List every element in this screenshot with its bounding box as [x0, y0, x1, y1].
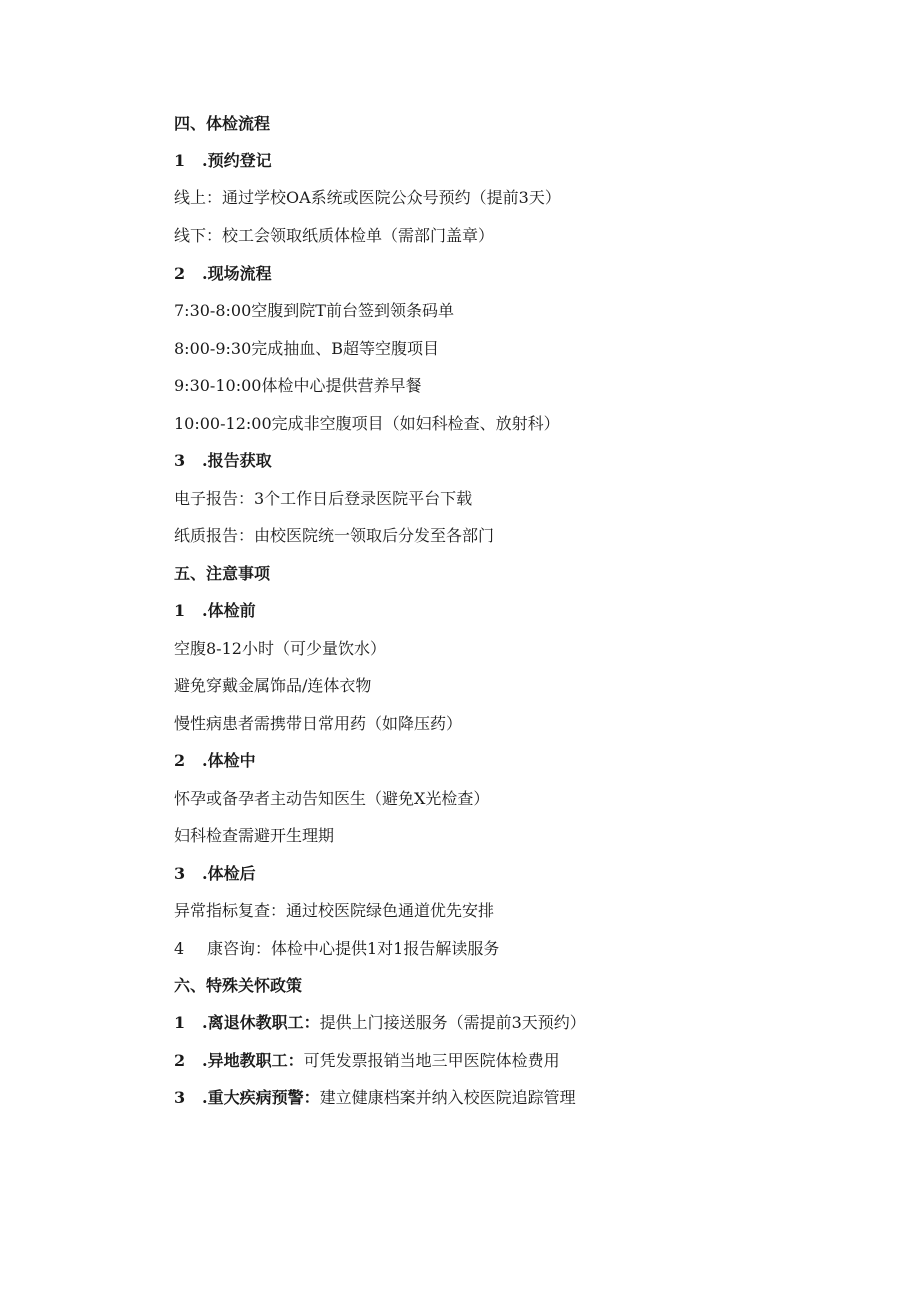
text-line-before-2: 避免穿戴金属饰品/连体衣物	[174, 676, 372, 695]
subheading-onsite-flow	[174, 262, 272, 286]
item-number: 1	[174, 1013, 186, 1032]
text-line-during-2: 妇科检查需避开生理期	[174, 826, 335, 845]
item-text: 提供上门接送服务（需提前3天预约）	[319, 1013, 586, 1032]
text-line-offline: 线下：校工会领取纸质体检单（需部门盖章）	[174, 226, 495, 245]
policy-item-remote	[174, 1049, 560, 1073]
item-title: .重大疾病预警：	[202, 1088, 320, 1107]
text-line-report-1: 电子报告：3个工作日后登录医院平台下载	[174, 489, 473, 508]
section-heading-4: 四、体检流程	[174, 114, 271, 133]
item-number: 2	[174, 751, 186, 770]
text-line-flow-1: 7:30-8:00空腹到院T前台签到领条码单	[174, 301, 454, 320]
subheading-appointment	[174, 149, 272, 173]
item-title: .异地教职工：	[202, 1051, 304, 1070]
text-line-online: 线上：通过学校OA系统或医院公众号预约（提前3天）	[174, 188, 561, 207]
item-number: 3	[174, 451, 186, 470]
subheading-before-exam	[174, 599, 256, 623]
text-line-flow-4: 10:00-12:00完成非空腹项目（如妇科检查、放射科）	[174, 414, 560, 433]
item-title: .离退休教职工：	[202, 1013, 320, 1032]
item-title: .预约登记	[202, 151, 272, 170]
item-text: 可凭发票报销当地三甲医院体检费用	[303, 1051, 560, 1070]
text-line-flow-2: 8:00-9:30完成抽血、B超等空腹项目	[174, 339, 440, 358]
policy-item-major-disease	[174, 1086, 576, 1110]
item-number: 2	[174, 1051, 186, 1070]
item-number: 1	[174, 601, 186, 620]
item-text: 康咨询：体检中心提供1对1报告解读服务	[207, 939, 500, 958]
text-line-before-1: 空腹8-12小时（可少量饮水）	[174, 639, 386, 658]
item-title: .现场流程	[202, 264, 272, 283]
item-number: 2	[174, 264, 186, 283]
item-number: 4	[174, 939, 185, 958]
item-title: .体检前	[202, 601, 256, 620]
item-title: .体检中	[202, 751, 256, 770]
text-line-before-3: 慢性病患者需携带日常用药（如降压药）	[174, 714, 463, 733]
text-line-report-2: 纸质报告：由校医院统一领取后分发至各部门	[174, 526, 495, 545]
section-heading-5: 五、注意事项	[174, 564, 271, 583]
item-title: .报告获取	[202, 451, 272, 470]
item-text: 建立健康档案并纳入校医院追踪管理	[319, 1088, 576, 1107]
item-number: 3	[174, 864, 186, 883]
item-number: 1	[174, 151, 186, 170]
subheading-during-exam	[174, 749, 256, 773]
text-line-after-1: 异常指标复查：通过校医院绿色通道优先安排	[174, 901, 495, 920]
subheading-report	[174, 449, 272, 473]
subheading-after-exam	[174, 862, 256, 886]
text-line-health-consult	[174, 937, 499, 961]
policy-item-retired	[174, 1011, 586, 1035]
section-heading-6: 六、特殊关怀政策	[174, 976, 303, 995]
text-line-during-1: 怀孕或备孕者主动告知医生（避免X光检查）	[174, 789, 490, 808]
text-line-flow-3: 9:30-10:00体检中心提供营养早餐	[174, 376, 422, 395]
item-number: 3	[174, 1088, 186, 1107]
item-title: .体检后	[202, 864, 256, 883]
